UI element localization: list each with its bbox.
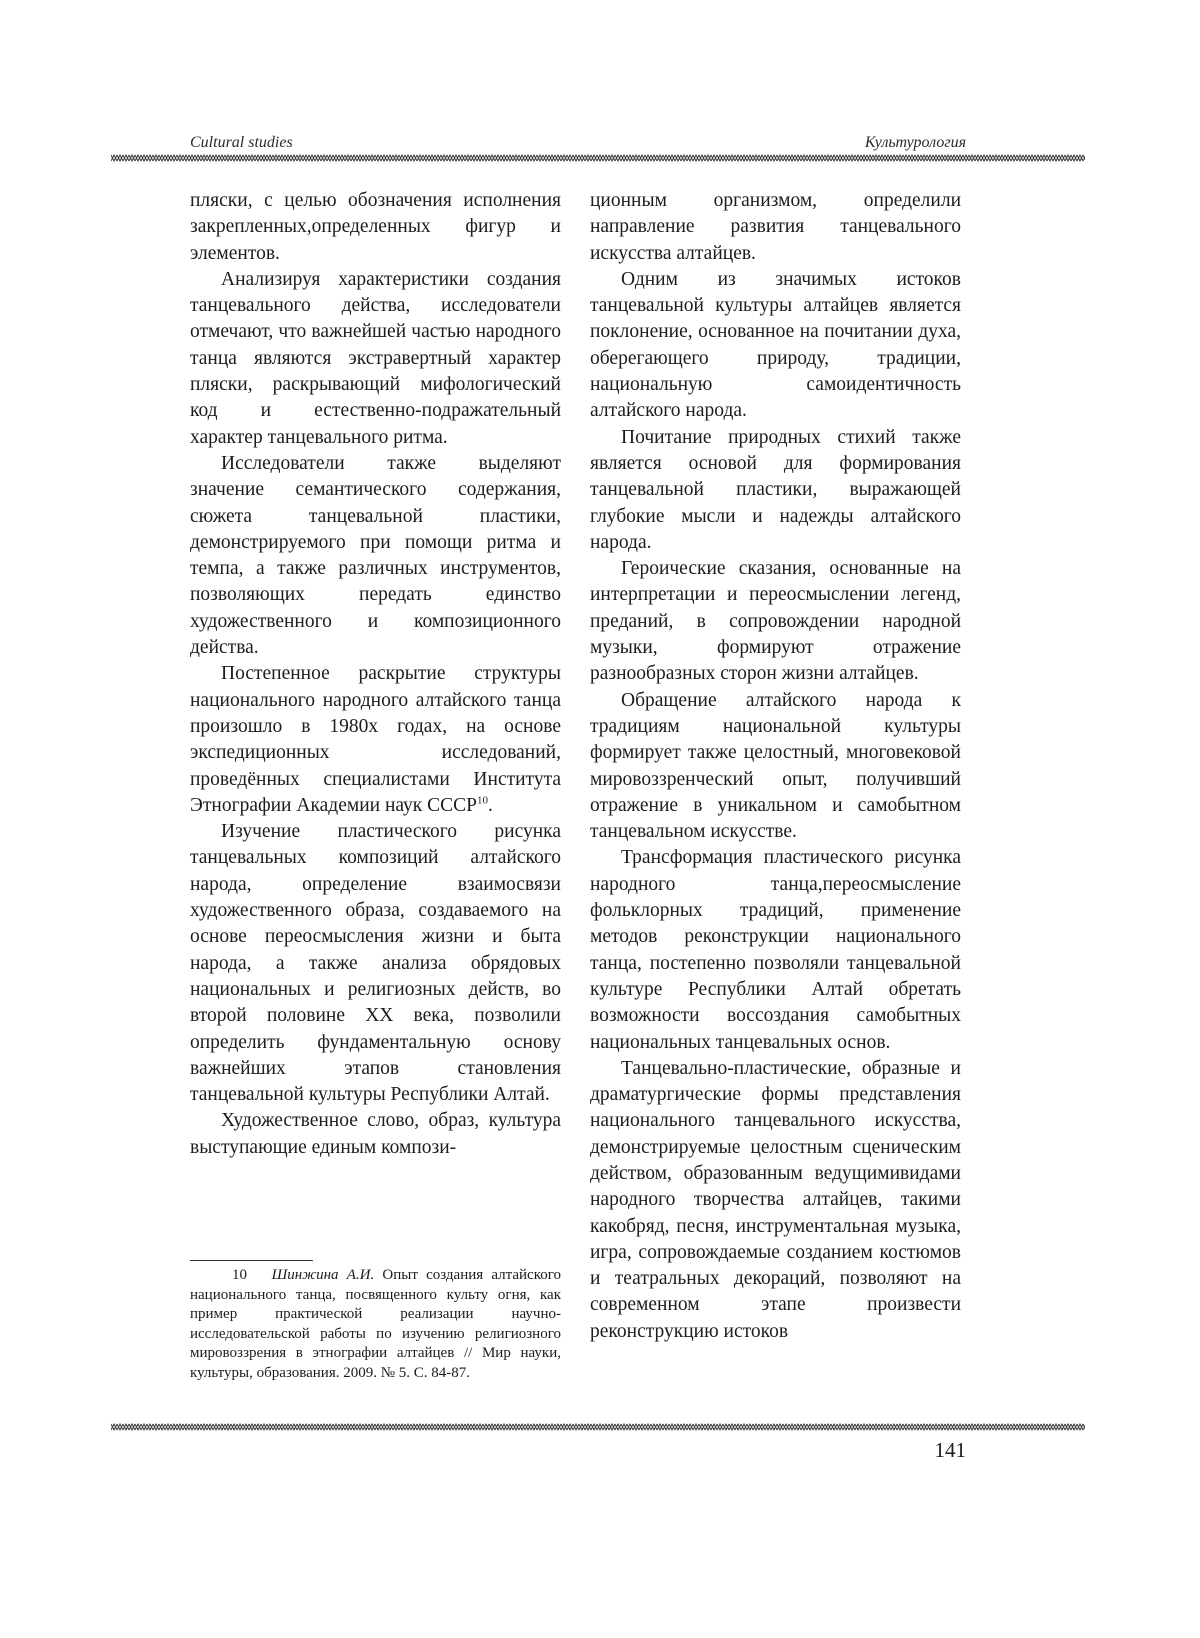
running-head-russian: Культурология: [865, 134, 966, 152]
footnote-number: 10: [232, 1267, 247, 1283]
ornament-rule-bottom: [111, 1422, 1085, 1432]
paragraph-with-footnote: [190, 661, 561, 819]
paragraph: Танцевально-пластические, образные и драматургические формы представления национального танцевального искусства, демонстрируемые целостным сценическим действом, образованным ведущимивидами народного творчества алтайцев, такими какобряд, песня, инструментальная музыка, игра, сопровождаемые созданием костюмов и театральных декораций, позволяют на современном этапе произвести реконструкцию истоков: [590, 1056, 961, 1345]
paragraph: Героические сказания, основанные на интерпретации и переосмыслении легенд, преданий, в сопровождении народной музыки, формируют отражение разнообразных сторон жизни алтайцев.: [590, 556, 961, 687]
paragraph: Обращение алтайского народа к традициям национальной культуры формирует также целостный, многовековой мировоззренческий опыт, получивший отражение в уникальном и самобытном танцевальном искусстве.: [590, 688, 961, 846]
paragraph: Изучение пластического рисунка танцевальных композиций алтайского народа, определение взаимосвязи художественного образа, создаваемого на основе переосмысления жизни и быта народа, а также анализа обрядовых национальных и религиозных действ, во второй половине XX века, позволили определить фундаментальную основу важнейших этапов становления танцевальной культуры Республики Алтай.: [190, 819, 561, 1108]
paragraph: пляски, с целью обозначения исполнения закрепленных,определенных фигур и элементов.: [190, 188, 561, 267]
paragraph-end-punct: .: [488, 795, 493, 816]
right-text-column: [590, 188, 961, 1345]
paragraph: Почитание природных стихий также является основой для формирования танцевальной пластики, выражающей глубокие мысли и надежды алтайского народа.: [590, 425, 961, 556]
paragraph: Художественное слово, образ, культура выступающие единым компози-: [190, 1108, 561, 1161]
paragraph: ционным организмом, определили направление развития танцевального искусства алтайцев.: [590, 188, 961, 267]
ornament-rule-top: [111, 153, 1085, 163]
page-number: 141: [935, 1438, 967, 1463]
journal-page: [0, 0, 1200, 1638]
paragraph: Исследователи также выделяют значение семантического содержания, сюжета танцевальной пластики, демонстрируемого при помощи ритма и темпа, а также различных инструментов, позволяющих передать единство художественного и композиционного действа.: [190, 451, 561, 661]
left-text-column: [190, 188, 561, 1161]
footnote-reference[interactable]: 10: [477, 794, 488, 806]
footnote-text: Опыт создания алтайского национального танца, посвященного культу огня, как пример практической реализации научно-исследовательской работы по изучению религиозного мировоззрения в этнографии алтайцев // Мир науки, культуры, образования. 2009. № 5. С. 84-87.: [190, 1267, 561, 1381]
paragraph: Одним из значимых истоков танцевальной культуры алтайцев является поклонение, основанное на почитании духа, оберегающего природу, традиции, национальную самоидентичность алтайского народа.: [590, 267, 961, 425]
footnote: [190, 1266, 561, 1384]
paragraph-text: Постепенное раскрытие структуры национального народного алтайского танца произошло в 1980х годах, на основе экспедиционных исследований, проведённых специалистами Института Этнографии Академии наук СССР: [190, 663, 561, 815]
footnote-separator: [190, 1260, 313, 1261]
running-head-english: Cultural studies: [190, 134, 293, 152]
paragraph: Трансформация пластического рисунка народного танца,переосмысление фольклорных традиций, применение методов реконструкции национального танца, постепенно позволяли танцевальной культуре Республики Алтай обретать возможности воссоздания самобытных национальных танцевальных основ.: [590, 845, 961, 1055]
paragraph: Анализируя характеристики создания танцевального действа, исследователи отмечают, что важнейшей частью народного танца являются экстравертный характер пляски, раскрывающий мифологический код и естественно-подражательный характер танцевального ритма.: [190, 267, 561, 451]
footnote-author: Шинжина А.И.: [272, 1267, 375, 1283]
